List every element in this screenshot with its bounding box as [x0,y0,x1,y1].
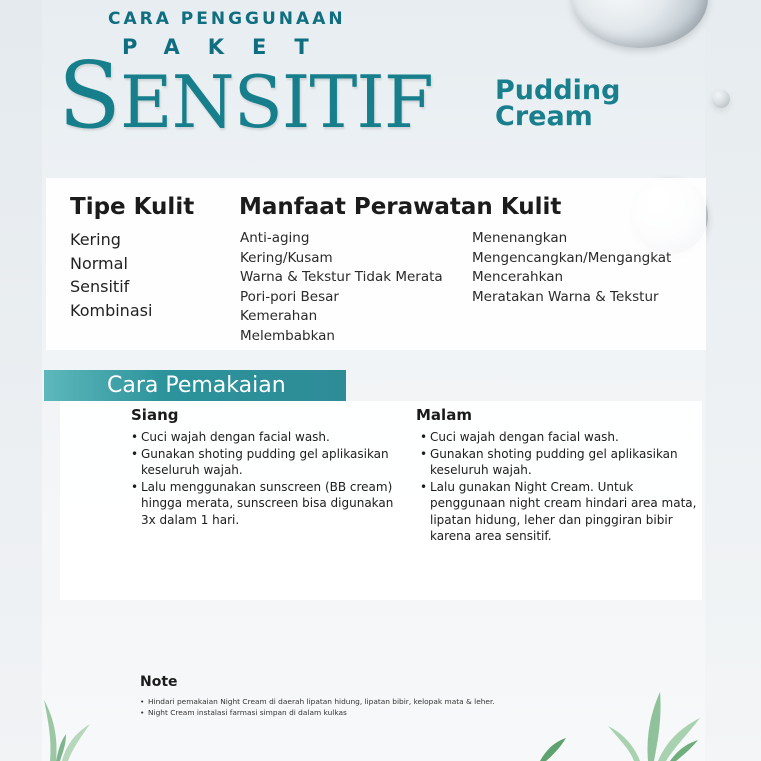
list-item: Pori-pori Besar [240,288,339,305]
list-item: Normal [70,253,128,273]
usage-title: Cara Pemakaian [107,373,286,398]
list-item: Menenangkan [472,230,568,246]
benefits-title: Manfaat Perawatan Kulit [239,194,562,220]
list-item: Mengencangkan/Mengangkat [472,249,672,266]
list-item: • Cuci wajah dengan facial wash. [131,429,396,446]
list-item: • Hindari pemakaian Night Cream di daerah lipatan hidung, lipatan bibir, kelopak mata & leher. [140,696,495,707]
list-item: Meratakan Warna & Tekstur [472,288,659,305]
header-title-rest: ENSITIF [120,60,433,144]
note-heading: Note [140,674,178,690]
list-item: Sensitif [70,277,130,296]
night-heading: Malam [416,406,472,424]
list-item: • Lalu menggunakan sunscreen (BB cream) hingga merata, sunscreen bisa digunakan 3x dalam 1 hari. [131,479,396,529]
list-item: • Gunakan shoting pudding gel aplikasikan keseluruh wajah. [131,446,396,479]
header-product-name [495,75,621,132]
night-steps [420,429,698,545]
right-margin [705,0,761,761]
benefits-list-1 [240,229,443,346]
skin-type-list [70,228,152,322]
skin-type-title: Tipe Kulit [70,194,195,220]
list-item: • Night Cream instalasi farmasi simpan di dalam kulkas [140,707,495,718]
header-paket: PAKET [122,35,337,59]
water-droplet-top [572,0,708,48]
list-item: Kombinasi [70,300,153,320]
leaf-right-icon [600,688,704,761]
list-item: Kering/Kusam [240,249,333,266]
day-heading: Siang [131,406,179,424]
list-item: • Gunakan shoting pudding gel aplikasikan keseluruh wajah. [420,446,698,479]
list-item: Warna & Tekstur Tidak Merata [240,269,443,285]
list-item: Kering [70,230,121,249]
left-margin [0,0,42,761]
list-item: Melembabkan [240,327,335,344]
list-item: • Lalu gunakan Night Cream. Untuk penggunaan night cream hindari area mata, lipatan hidung, leher dan pinggiran bibir karena area sensitif. [420,479,698,545]
header-product-line1: Pudding [495,75,621,106]
water-droplet-small [712,90,730,108]
leaf-bottom-icon [536,736,570,761]
header-product-line2: Cream [495,101,593,132]
header-title-initial: S [58,42,121,149]
header-subtitle: CARA PENGGUNAAN [108,9,346,29]
list-item: Mencerahkan [472,269,564,285]
list-item: Kemerahan [240,308,318,324]
day-steps [131,429,396,528]
leaf-left-icon [40,690,100,761]
list-item: • Cuci wajah dengan facial wash. [420,429,698,446]
note-list [140,696,495,718]
benefits-list-2 [472,229,671,307]
list-item: Anti-aging [240,230,310,246]
